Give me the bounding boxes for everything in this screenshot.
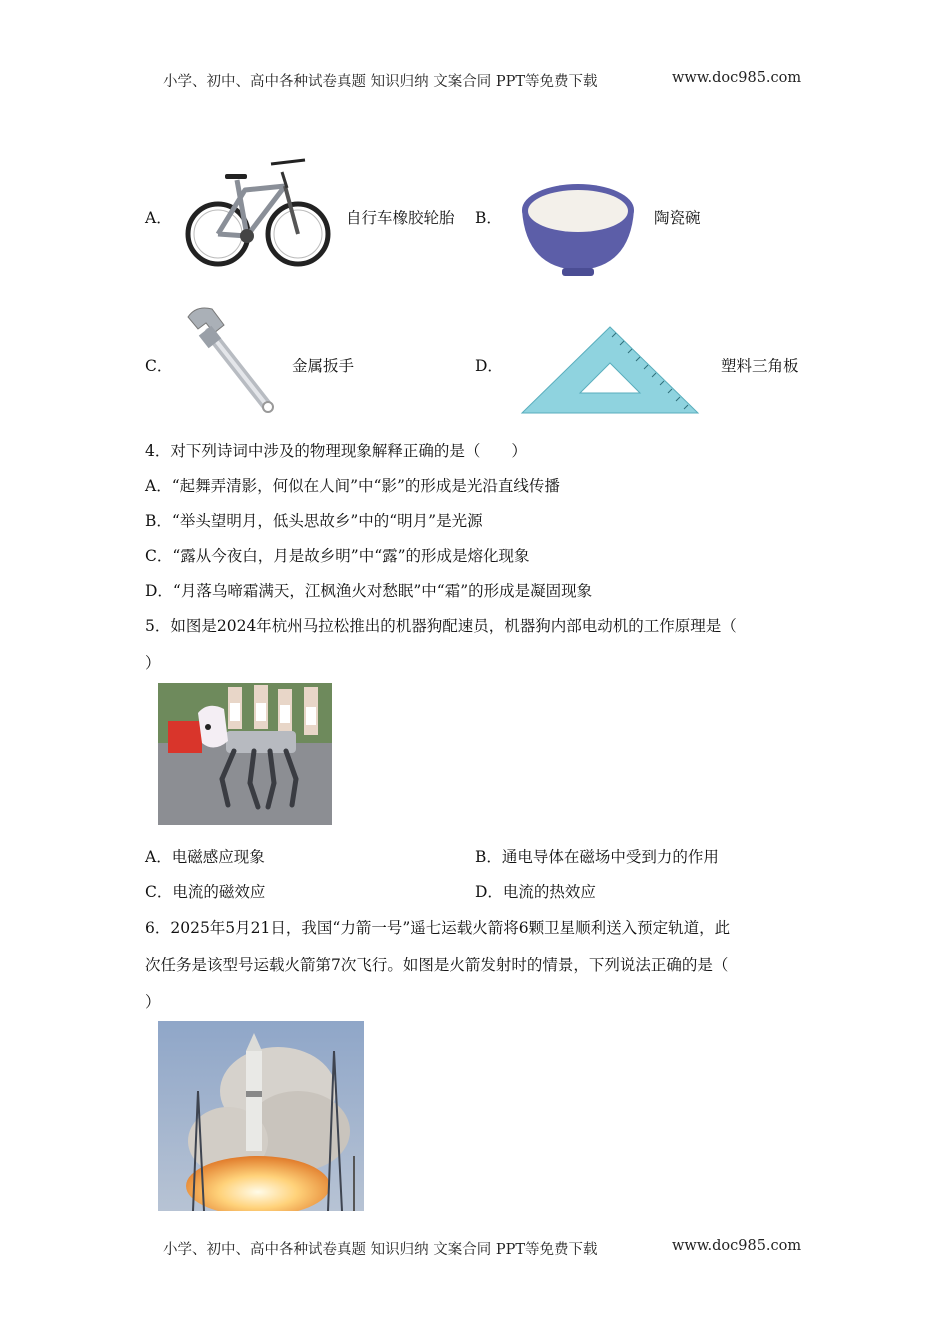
q3-option-a-letter: A．	[145, 209, 172, 227]
q3-option-d-letter: D．	[475, 357, 503, 375]
q5-option-b: B．通电导体在磁场中受到力的作用	[475, 848, 719, 866]
q3-option-c-label: 金属扳手	[292, 357, 355, 375]
q5-stem-line2: ）	[145, 654, 161, 672]
wrench-image	[180, 303, 280, 418]
q4-option-a: A．“起舞弄清影，何似在人间”中“影”的形成是光沿直线传播	[145, 477, 560, 495]
bicycle-image	[185, 152, 333, 272]
q4-stem: 4．对下列诗词中涉及的物理现象解释正确的是（ ）	[145, 442, 527, 460]
q3-option-d-label: 塑料三角板	[721, 357, 799, 375]
q6-stem-line2: 次任务是该型号运载火箭第7次飞行。如图是火箭发射时的情景，下列说法正确的是（	[145, 956, 729, 974]
q6-stem-line1: 6．2025年5月21日，我国“力箭一号”遥七运载火箭将6颗卫星顺利送入预定轨道，此	[145, 919, 731, 937]
q3-option-a-label: 自行车橡胶轮胎	[346, 209, 455, 227]
q4-option-c: C．“露从今夜白，月是故乡明”中“露”的形成是熔化现象	[145, 547, 530, 565]
q3-option-b-letter: B．	[475, 209, 502, 227]
header-url: www.doc985.com	[672, 70, 802, 86]
q3-option-c-letter: C．	[145, 357, 173, 375]
q5-option-d: D．电流的热效应	[475, 883, 596, 901]
q5-option-a: A．电磁感应现象	[145, 848, 265, 866]
q6-stem-line3: ）	[145, 993, 161, 1011]
q4-option-b: B．“举头望明月，低头思故乡”中的“明月”是光源	[145, 512, 483, 530]
rocket-launch-photo	[158, 1021, 364, 1211]
robot-dog-photo	[158, 683, 332, 825]
header-text: 小学、初中、高中各种试卷真题 知识归纳 文案合同 PPT等免费下载	[163, 74, 598, 90]
footer-url: www.doc985.com	[672, 1238, 802, 1254]
q4-option-d: D．“月落乌啼霜满天，江枫渔火对愁眠”中“霜”的形成是凝固现象	[145, 582, 593, 600]
q5-stem-line1: 5．如图是2024年杭州马拉松推出的机器狗配速员，机器狗内部电动机的工作原理是（	[145, 617, 737, 635]
footer-text: 小学、初中、高中各种试卷真题 知识归纳 文案合同 PPT等免费下载	[163, 1242, 598, 1258]
bowl-image	[518, 180, 638, 280]
triangle-ruler-image	[518, 323, 702, 417]
q3-option-b-label-text: 陶瓷碗	[654, 209, 701, 227]
q5-option-c: C．电流的磁效应	[145, 883, 266, 901]
